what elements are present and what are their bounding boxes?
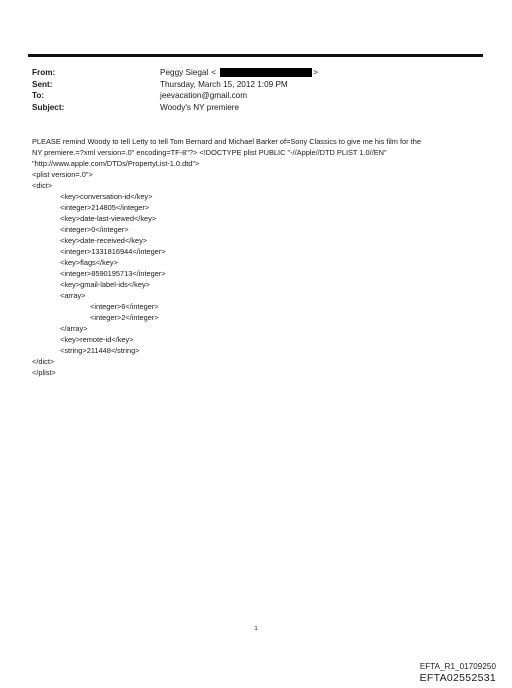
footer-id-secondary: EFTA02552531 [419, 672, 496, 684]
body-line: </dict> [32, 357, 55, 366]
from-label: From: [32, 68, 56, 77]
body-line: <key>date-received</key> [60, 236, 148, 245]
body-line: <integer>2</integer> [90, 313, 159, 322]
body-line: <dict> [32, 181, 53, 190]
body-line: "http://www.apple.com/DTDs/PropertyList-1.0.dtd"> [32, 159, 200, 168]
body-line: <key>date-last-viewed</key> [60, 214, 157, 223]
to-value: jeevacation@gmail.com [160, 91, 248, 101]
email-header [32, 67, 482, 113]
sent-label: Sent: [32, 79, 53, 89]
from-name: Peggy Siegal [160, 68, 209, 77]
body-line: <key>remote-id</key> [60, 335, 134, 344]
from-prefix: < [211, 68, 217, 77]
to-label: To: [32, 91, 45, 101]
body-line: <key>gmail-label-ids</key> [60, 280, 150, 289]
body-line: <plist version=.0"> [32, 170, 93, 179]
body-line: PLEASE remind Woody to tell Letty to tell Tom Bernard and Michael Barker of=Sony Classics to give me his film for the [32, 137, 421, 146]
footer-id-primary: EFTA_R1_01709250 [419, 662, 496, 671]
body-line: <integer>0</integer> [60, 225, 129, 234]
body-line: <integer>8590195713</integer> [60, 269, 166, 278]
body-line: <integer>214805</integer> [60, 203, 150, 212]
body-line: <key>flags</key> [60, 258, 118, 267]
subject-value: Woody's NY premiere [160, 102, 240, 112]
body-line: <array> [60, 291, 86, 300]
body-line: <string>211448</string> [60, 346, 140, 355]
header-rule [28, 54, 483, 57]
redaction-bar [220, 68, 312, 77]
from-suffix: > [313, 68, 318, 77]
to-row [32, 90, 482, 102]
body-line: <key>conversation-id</key> [60, 192, 153, 201]
body-line: NY premiere.=?xml version=.0" encoding=TF-8"?> <!DOCTYPE plist PUBLIC "-//Apple//DTD PLIST 1.0//EN" [32, 148, 387, 157]
email-body [32, 136, 484, 378]
body-line: <integer>1331816944</integer> [60, 247, 166, 256]
page-number: 1 [254, 626, 258, 632]
body-line: <integer>6</integer> [90, 302, 159, 311]
body-line: </array> [60, 324, 88, 333]
subject-row [32, 102, 482, 114]
sent-value: Thursday, March 15, 2012 1:09 PM [160, 79, 288, 89]
sent-row [32, 79, 482, 91]
body-line: </plist> [32, 368, 56, 377]
subject-label: Subject: [32, 102, 65, 112]
from-value [160, 67, 318, 79]
from-row [32, 67, 482, 79]
